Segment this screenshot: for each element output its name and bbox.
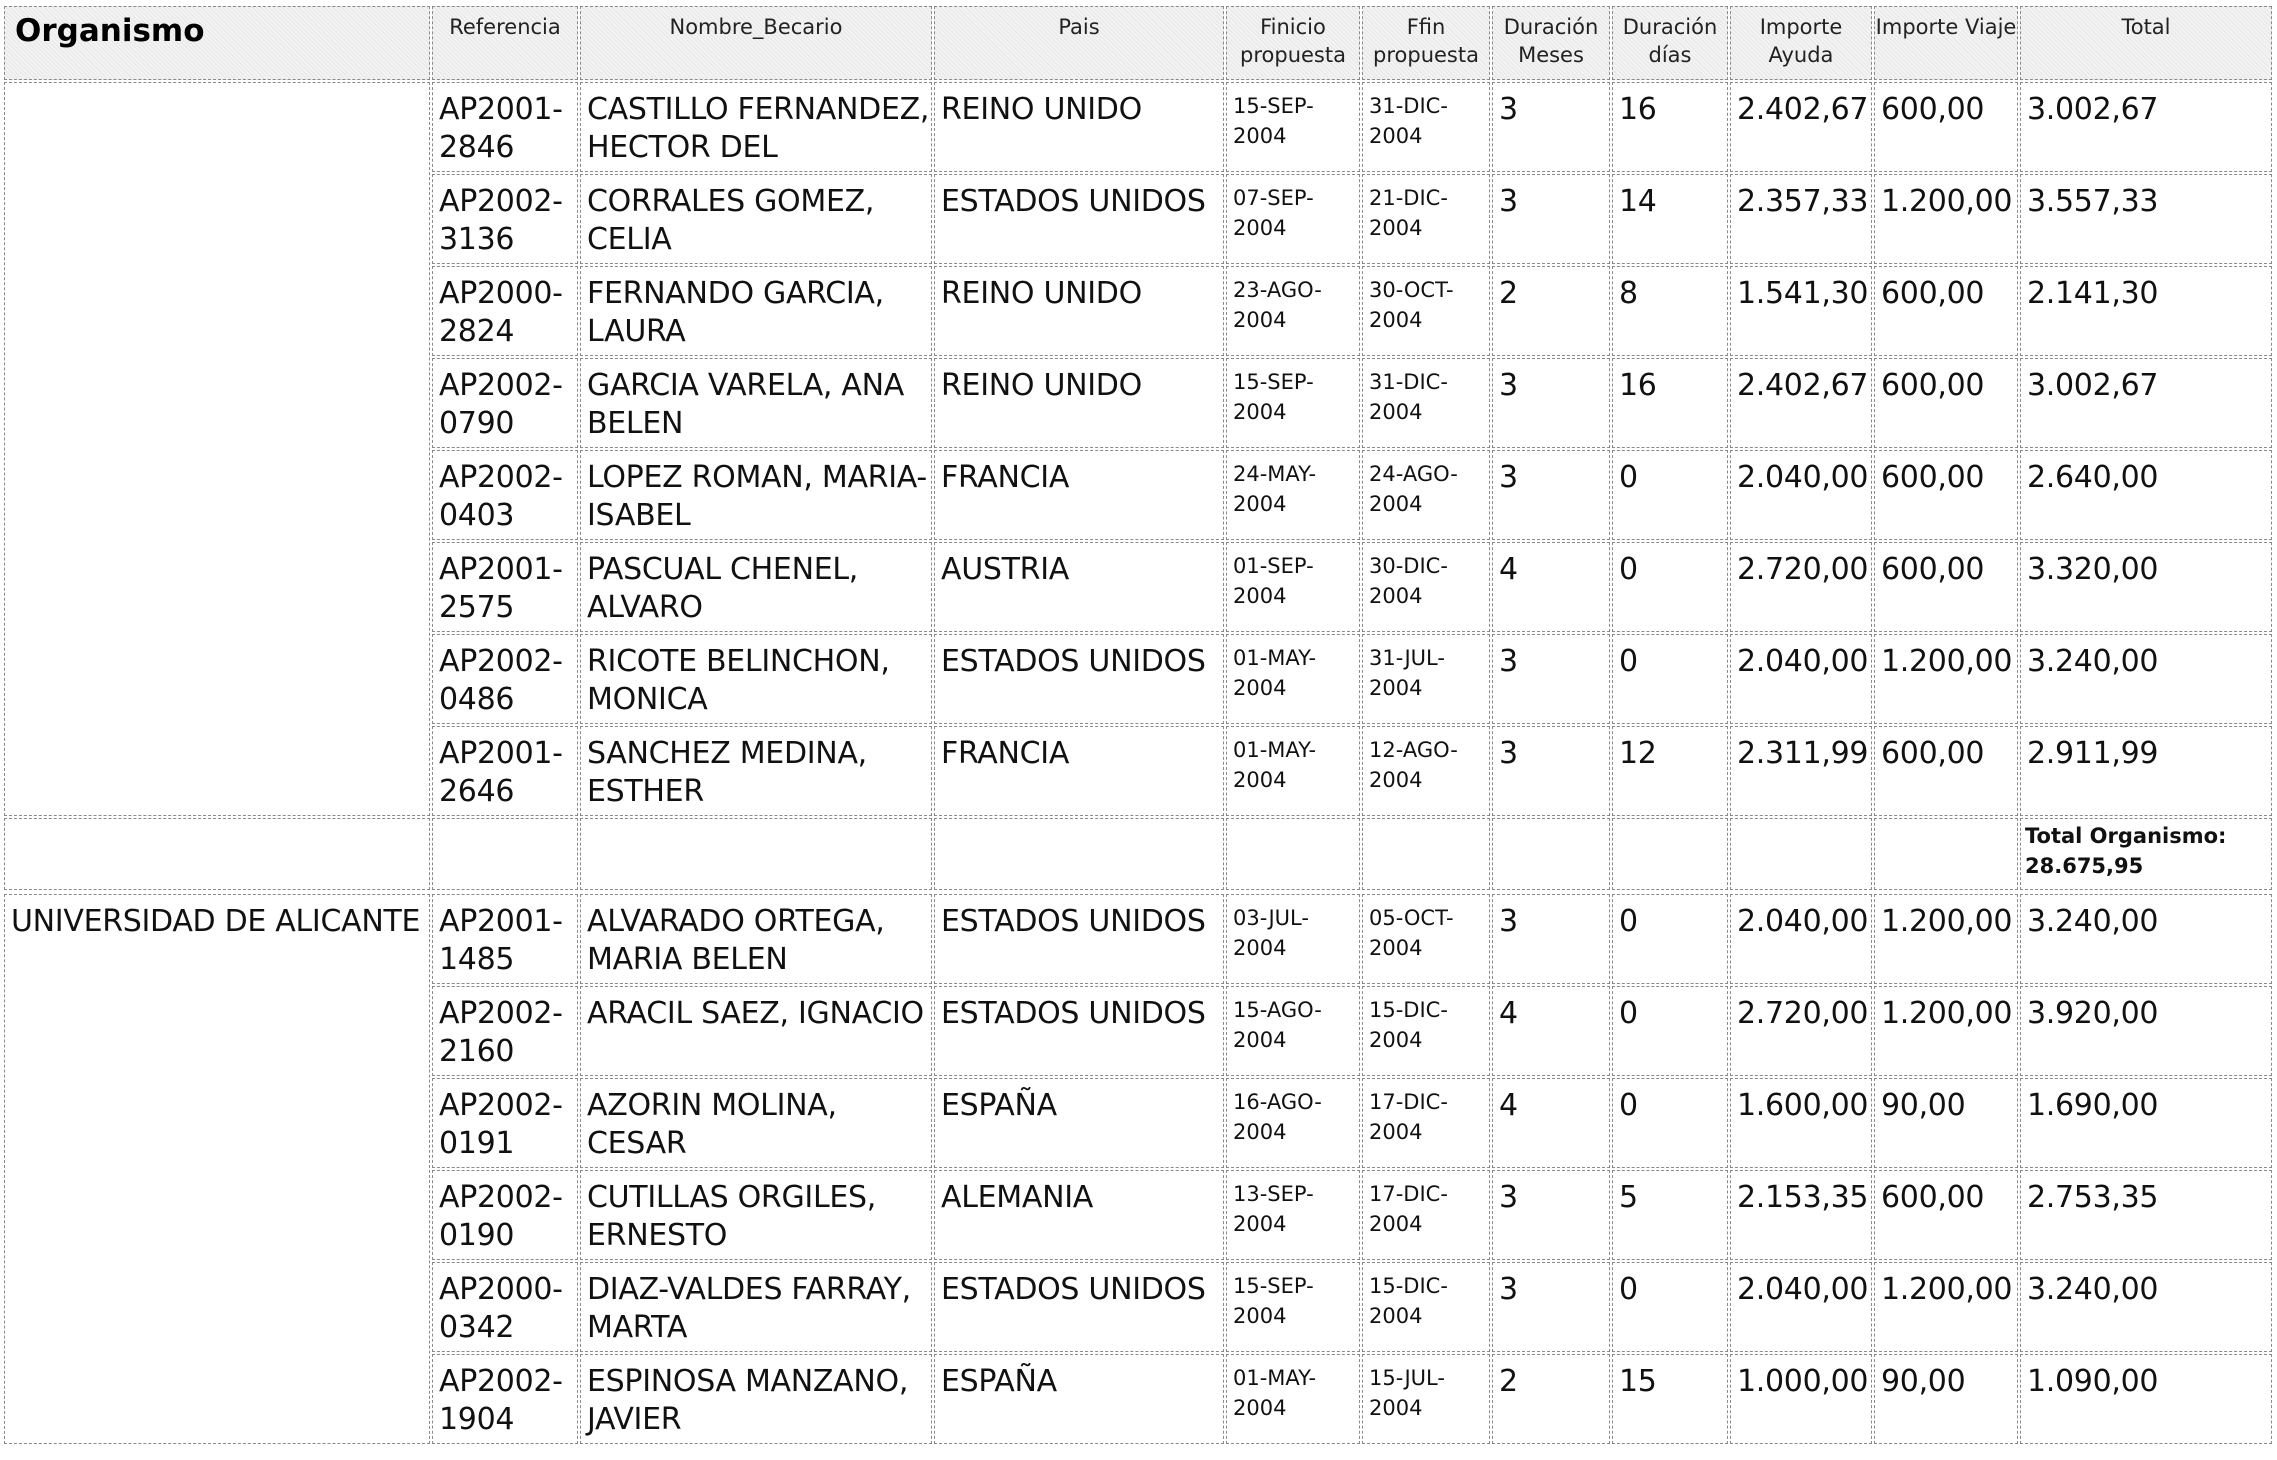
- total-row-empty-cell: [432, 818, 578, 890]
- cell-ffin: 30-OCT-2004: [1362, 266, 1490, 356]
- header-ffin: Ffin propuesta: [1362, 6, 1490, 80]
- header-total: Total: [2020, 6, 2272, 80]
- cell-dias: 0: [1612, 1262, 1728, 1352]
- cell-meses: 3: [1492, 82, 1610, 172]
- total-row-empty-cell: [4, 818, 430, 890]
- cell-referencia: AP2001-2646: [432, 726, 578, 816]
- cell-importe-ayuda: 1.600,00: [1730, 1078, 1872, 1168]
- cell-finicio: 16-AGO-2004: [1226, 1078, 1360, 1168]
- cell-finicio: 07-SEP-2004: [1226, 174, 1360, 264]
- cell-finicio: 01-SEP-2004: [1226, 542, 1360, 632]
- cell-ffin: 15-DIC-2004: [1362, 1262, 1490, 1352]
- cell-importe-ayuda: 2.040,00: [1730, 894, 1872, 984]
- cell-dias: 0: [1612, 894, 1728, 984]
- cell-importe-viaje: 1.200,00: [1874, 1262, 2018, 1352]
- cell-nombre: AZORIN MOLINA, CESAR: [580, 1078, 932, 1168]
- cell-meses: 3: [1492, 634, 1610, 724]
- cell-nombre: PASCUAL CHENEL, ALVARO: [580, 542, 932, 632]
- cell-total: 2.911,99: [2020, 726, 2272, 816]
- cell-importe-viaje: 600,00: [1874, 82, 2018, 172]
- cell-total: 3.320,00: [2020, 542, 2272, 632]
- header-importe-ayuda: Importe Ayuda: [1730, 6, 1872, 80]
- cell-dias: 15: [1612, 1354, 1728, 1444]
- cell-finicio: 15-SEP-2004: [1226, 82, 1360, 172]
- cell-importe-viaje: 90,00: [1874, 1078, 2018, 1168]
- total-row-empty-cell: [1362, 818, 1490, 890]
- cell-total: 3.240,00: [2020, 634, 2272, 724]
- cell-importe-ayuda: 2.402,67: [1730, 358, 1872, 448]
- cell-referencia: AP2002-0486: [432, 634, 578, 724]
- cell-meses: 3: [1492, 358, 1610, 448]
- cell-referencia: AP2002-0790: [432, 358, 578, 448]
- cell-finicio: 15-SEP-2004: [1226, 1262, 1360, 1352]
- cell-importe-viaje: 600,00: [1874, 726, 2018, 816]
- cell-pais: ESTADOS UNIDOS: [934, 634, 1224, 724]
- cell-importe-viaje: 600,00: [1874, 450, 2018, 540]
- cell-meses: 2: [1492, 1354, 1610, 1444]
- cell-ffin: 31-DIC-2004: [1362, 82, 1490, 172]
- cell-nombre: ESPINOSA MANZANO, JAVIER: [580, 1354, 932, 1444]
- cell-ffin: 15-JUL-2004: [1362, 1354, 1490, 1444]
- cell-total: 1.090,00: [2020, 1354, 2272, 1444]
- cell-importe-viaje: 1.200,00: [1874, 894, 2018, 984]
- organismo-cell: UNIVERSIDAD DE ALICANTE: [4, 894, 430, 1444]
- cell-importe-ayuda: 2.040,00: [1730, 450, 1872, 540]
- cell-meses: 3: [1492, 894, 1610, 984]
- cell-nombre: CASTILLO FERNANDEZ, HECTOR DEL: [580, 82, 932, 172]
- header-meses: Duración Meses: [1492, 6, 1610, 80]
- header-importe-viaje: Importe Viaje: [1874, 6, 2018, 80]
- cell-meses: 3: [1492, 726, 1610, 816]
- header-nombre: Nombre_Becario: [580, 6, 932, 80]
- total-row-empty-cell: [580, 818, 932, 890]
- cell-total: 3.002,67: [2020, 82, 2272, 172]
- cell-importe-viaje: 600,00: [1874, 1170, 2018, 1260]
- cell-nombre: RICOTE BELINCHON, MONICA: [580, 634, 932, 724]
- cell-finicio: 01-MAY-2004: [1226, 726, 1360, 816]
- cell-pais: REINO UNIDO: [934, 266, 1224, 356]
- cell-importe-viaje: 600,00: [1874, 266, 2018, 356]
- cell-total: 3.920,00: [2020, 986, 2272, 1076]
- cell-nombre: FERNANDO GARCIA, LAURA: [580, 266, 932, 356]
- cell-meses: 3: [1492, 450, 1610, 540]
- cell-referencia: AP2002-3136: [432, 174, 578, 264]
- cell-nombre: ARACIL SAEZ, IGNACIO: [580, 986, 932, 1076]
- cell-pais: ESPAÑA: [934, 1354, 1224, 1444]
- cell-ffin: 31-DIC-2004: [1362, 358, 1490, 448]
- cell-dias: 5: [1612, 1170, 1728, 1260]
- cell-ffin: 24-AGO-2004: [1362, 450, 1490, 540]
- cell-referencia: AP2002-0190: [432, 1170, 578, 1260]
- cell-nombre: CORRALES GOMEZ, CELIA: [580, 174, 932, 264]
- cell-referencia: AP2000-0342: [432, 1262, 578, 1352]
- cell-pais: AUSTRIA: [934, 542, 1224, 632]
- cell-referencia: AP2002-2160: [432, 986, 578, 1076]
- cell-dias: 0: [1612, 986, 1728, 1076]
- cell-pais: ESTADOS UNIDOS: [934, 986, 1224, 1076]
- cell-meses: 3: [1492, 174, 1610, 264]
- total-row-empty-cell: [1874, 818, 2018, 890]
- cell-ffin: 15-DIC-2004: [1362, 986, 1490, 1076]
- cell-importe-viaje: 1.200,00: [1874, 986, 2018, 1076]
- cell-dias: 16: [1612, 82, 1728, 172]
- cell-meses: 4: [1492, 986, 1610, 1076]
- cell-importe-ayuda: 1.541,30: [1730, 266, 1872, 356]
- cell-dias: 0: [1612, 542, 1728, 632]
- cell-importe-ayuda: 2.040,00: [1730, 634, 1872, 724]
- total-row-empty-cell: [1612, 818, 1728, 890]
- cell-total: 3.557,33: [2020, 174, 2272, 264]
- header-dias: Duración días: [1612, 6, 1728, 80]
- cell-importe-ayuda: 2.040,00: [1730, 1262, 1872, 1352]
- cell-meses: 2: [1492, 266, 1610, 356]
- cell-nombre: ALVARADO ORTEGA, MARIA BELEN: [580, 894, 932, 984]
- cell-finicio: 03-JUL-2004: [1226, 894, 1360, 984]
- header-finicio: Finicio propuesta: [1226, 6, 1360, 80]
- total-row-empty-cell: [1492, 818, 1610, 890]
- cell-referencia: AP2002-0191: [432, 1078, 578, 1168]
- total-row-empty-cell: [1730, 818, 1872, 890]
- cell-referencia: AP2002-0403: [432, 450, 578, 540]
- cell-importe-viaje: 1.200,00: [1874, 174, 2018, 264]
- cell-meses: 3: [1492, 1170, 1610, 1260]
- cell-referencia: AP2002-1904: [432, 1354, 578, 1444]
- cell-nombre: SANCHEZ MEDINA, ESTHER: [580, 726, 932, 816]
- cell-dias: 0: [1612, 1078, 1728, 1168]
- cell-importe-viaje: 600,00: [1874, 358, 2018, 448]
- cell-nombre: CUTILLAS ORGILES, ERNESTO: [580, 1170, 932, 1260]
- cell-pais: FRANCIA: [934, 450, 1224, 540]
- organismo-cell: [4, 82, 430, 816]
- cell-dias: 16: [1612, 358, 1728, 448]
- cell-importe-ayuda: 1.000,00: [1730, 1354, 1872, 1444]
- cell-pais: REINO UNIDO: [934, 82, 1224, 172]
- cell-total: 1.690,00: [2020, 1078, 2272, 1168]
- cell-total: 2.640,00: [2020, 450, 2272, 540]
- cell-meses: 4: [1492, 1078, 1610, 1168]
- cell-pais: ALEMANIA: [934, 1170, 1224, 1260]
- cell-finicio: 23-AGO-2004: [1226, 266, 1360, 356]
- cell-pais: ESTADOS UNIDOS: [934, 1262, 1224, 1352]
- cell-ffin: 21-DIC-2004: [1362, 174, 1490, 264]
- cell-finicio: 15-SEP-2004: [1226, 358, 1360, 448]
- cell-nombre: GARCIA VARELA, ANA BELEN: [580, 358, 932, 448]
- cell-dias: 0: [1612, 634, 1728, 724]
- cell-ffin: 17-DIC-2004: [1362, 1078, 1490, 1168]
- cell-total: 3.240,00: [2020, 894, 2272, 984]
- cell-importe-ayuda: 2.720,00: [1730, 542, 1872, 632]
- cell-total: 3.240,00: [2020, 1262, 2272, 1352]
- cell-dias: 14: [1612, 174, 1728, 264]
- cell-meses: 3: [1492, 1262, 1610, 1352]
- cell-pais: ESTADOS UNIDOS: [934, 174, 1224, 264]
- cell-finicio: 01-MAY-2004: [1226, 1354, 1360, 1444]
- cell-dias: 8: [1612, 266, 1728, 356]
- cell-referencia: AP2001-2575: [432, 542, 578, 632]
- cell-importe-ayuda: 2.153,35: [1730, 1170, 1872, 1260]
- cell-meses: 4: [1492, 542, 1610, 632]
- cell-total: 2.753,35: [2020, 1170, 2272, 1260]
- cell-dias: 12: [1612, 726, 1728, 816]
- header-referencia: Referencia: [432, 6, 578, 80]
- cell-referencia: AP2001-1485: [432, 894, 578, 984]
- cell-finicio: 24-MAY-2004: [1226, 450, 1360, 540]
- cell-total: 3.002,67: [2020, 358, 2272, 448]
- cell-importe-viaje: 600,00: [1874, 542, 2018, 632]
- cell-finicio: 15-AGO-2004: [1226, 986, 1360, 1076]
- cell-nombre: DIAZ-VALDES FARRAY, MARTA: [580, 1262, 932, 1352]
- cell-importe-ayuda: 2.402,67: [1730, 82, 1872, 172]
- cell-finicio: 13-SEP-2004: [1226, 1170, 1360, 1260]
- total-row-empty-cell: [934, 818, 1224, 890]
- cell-ffin: 17-DIC-2004: [1362, 1170, 1490, 1260]
- cell-importe-viaje: 90,00: [1874, 1354, 2018, 1444]
- cell-dias: 0: [1612, 450, 1728, 540]
- cell-ffin: 05-OCT-2004: [1362, 894, 1490, 984]
- header-organismo: Organismo: [4, 6, 430, 80]
- cell-referencia: AP2001-2846: [432, 82, 578, 172]
- cell-pais: FRANCIA: [934, 726, 1224, 816]
- cell-pais: ESPAÑA: [934, 1078, 1224, 1168]
- cell-importe-ayuda: 2.311,99: [1730, 726, 1872, 816]
- total-organismo-label: Total Organismo:: [2025, 824, 2227, 848]
- total-row-empty-cell: [1226, 818, 1360, 890]
- cell-ffin: 12-AGO-2004: [1362, 726, 1490, 816]
- total-organismo: [2020, 818, 2272, 890]
- cell-importe-ayuda: 2.357,33: [1730, 174, 1872, 264]
- cell-nombre: LOPEZ ROMAN, MARIA-ISABEL: [580, 450, 932, 540]
- cell-importe-viaje: 1.200,00: [1874, 634, 2018, 724]
- cell-pais: REINO UNIDO: [934, 358, 1224, 448]
- cell-referencia: AP2000-2824: [432, 266, 578, 356]
- cell-ffin: 31-JUL-2004: [1362, 634, 1490, 724]
- cell-total: 2.141,30: [2020, 266, 2272, 356]
- cell-finicio: 01-MAY-2004: [1226, 634, 1360, 724]
- cell-ffin: 30-DIC-2004: [1362, 542, 1490, 632]
- total-organismo-value: 28.675,95: [2025, 854, 2144, 878]
- header-pais: Pais: [934, 6, 1224, 80]
- cell-importe-ayuda: 2.720,00: [1730, 986, 1872, 1076]
- cell-pais: ESTADOS UNIDOS: [934, 894, 1224, 984]
